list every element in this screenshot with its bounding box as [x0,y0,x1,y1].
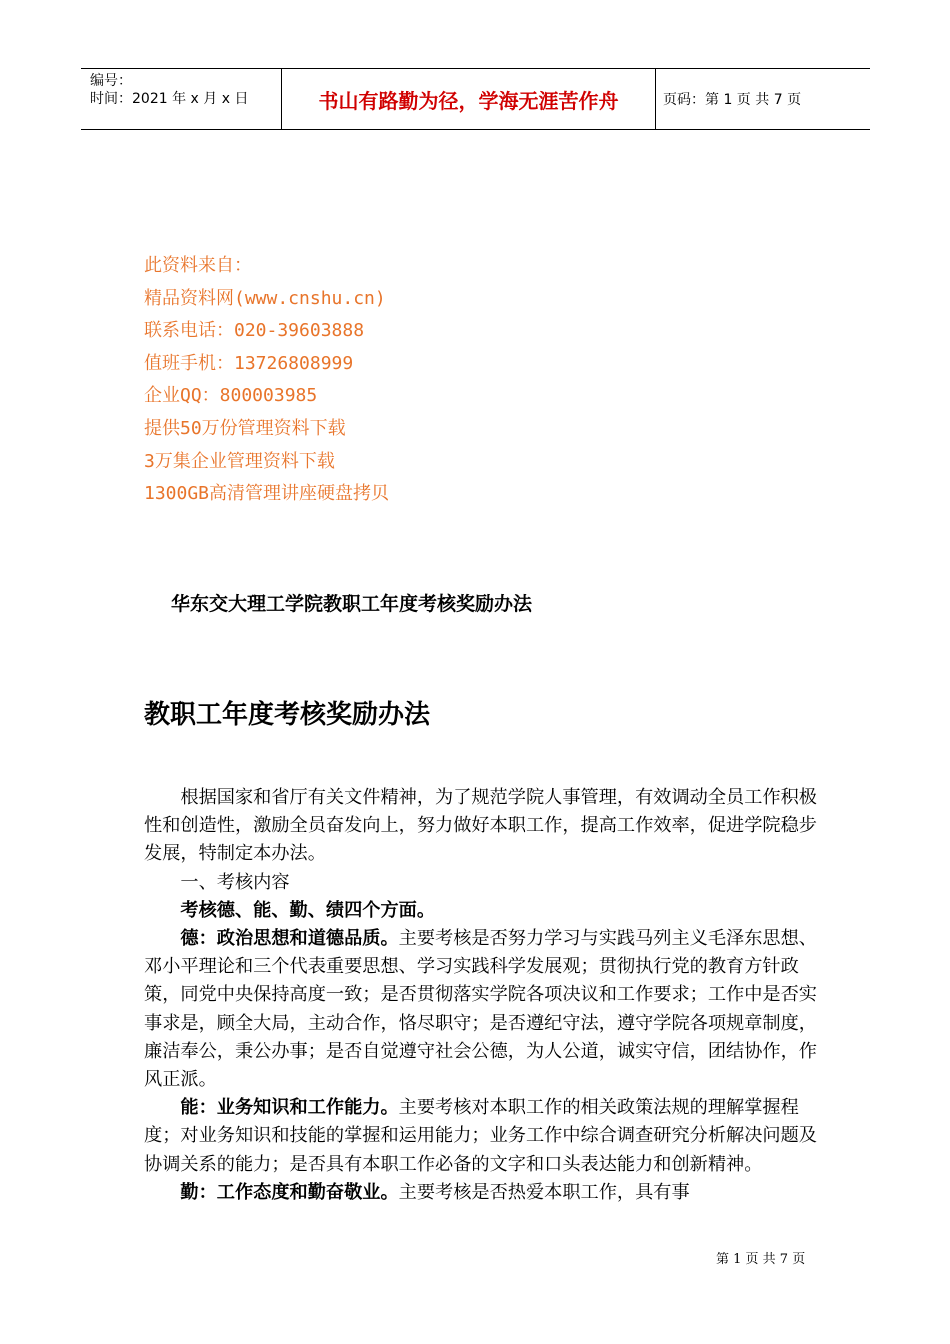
page-header [81,68,870,130]
document-body [144,784,824,1207]
document-heading: 教职工年度考核奖励办法 [144,700,431,730]
source-info-line: 企业QQ：800003985 [144,385,318,407]
source-info-line: 提供50万份管理资料下载 [144,417,346,439]
source-info-line: 3万集企业管理资料下载 [144,450,335,472]
time-label: 时间：2021 年 x 月 x 日 [90,91,249,107]
source-info-line: 此资料来自： [144,255,252,276]
number-label: 编号： [90,73,132,89]
neng-title: 能：业务知识和工作能力。 [180,1097,399,1119]
motto-text: 书山有路勤为径，学海无涯苦作舟 [318,88,619,113]
header-motto-cell [281,69,656,129]
intro-paragraph: 根据国家和省厅有关文件精神，为了规范学院人事管理，有效调动全员工作积极性和创造性，激励全员奋发向上，努力做好本职工作，提高工作效率，促进学院稳步发展，特制定本办法。 [144,787,817,865]
neng-text: 主要考核对本职工作的相关政策法规的理解掌握程度；对业务知识和技能的掌握和运用能力；业务工作中综合调查研究分析解决问题及协调关系的能力；是否具有本职工作必备的文字和口头表达能力和创新精神。 [144,1097,817,1175]
qin-text: 主要考核是否热爱本职工作，具有事 [398,1181,690,1203]
summary-line: 考核德、能、勤、绩四个方面。 [180,899,436,921]
de-title: 德：政治思想和道德品质。 [180,928,399,950]
de-paragraph [144,925,824,1094]
qin-paragraph [144,1179,824,1207]
header-page-label: 页码：第 1 页 共 7 页 [663,92,802,108]
document-title: 华东交大理工学院教职工年度考核奖励办法 [171,593,533,615]
header-meta [81,69,281,129]
source-info-line: 精品资料网(www.cnshu.cn) [144,287,386,309]
source-info-line: 1300GB高清管理讲座硬盘拷贝 [144,483,390,505]
source-info-line: 联系电话：020-39603888 [144,320,365,342]
de-text: 主要考核是否努力学习与实践马列主义毛泽东思想、邓小平理论和三个代表重要思想、学习实践科学发展观；贯彻执行党的教育方针政策，同党中央保持高度一致；是否贯彻落实学院各项决议和工作要求；工作中是否实事求是，顾全大局，主动合作，恪尽职守；是否遵纪守法，遵守学院各项规章制度，廉洁奉公，秉公办事；是否自觉遵守社会公德，为人公道，诚实守信，团结协作，作风正派。 [144,928,817,1091]
source-info-block [144,250,389,511]
section-heading: 一、考核内容 [180,871,290,893]
source-info-line: 值班手机：13726808999 [144,352,354,374]
neng-paragraph [144,1094,824,1179]
page-footer: 第 1 页 共 7 页 [716,1252,806,1267]
qin-title: 勤：工作态度和勤奋敬业。 [180,1181,399,1203]
